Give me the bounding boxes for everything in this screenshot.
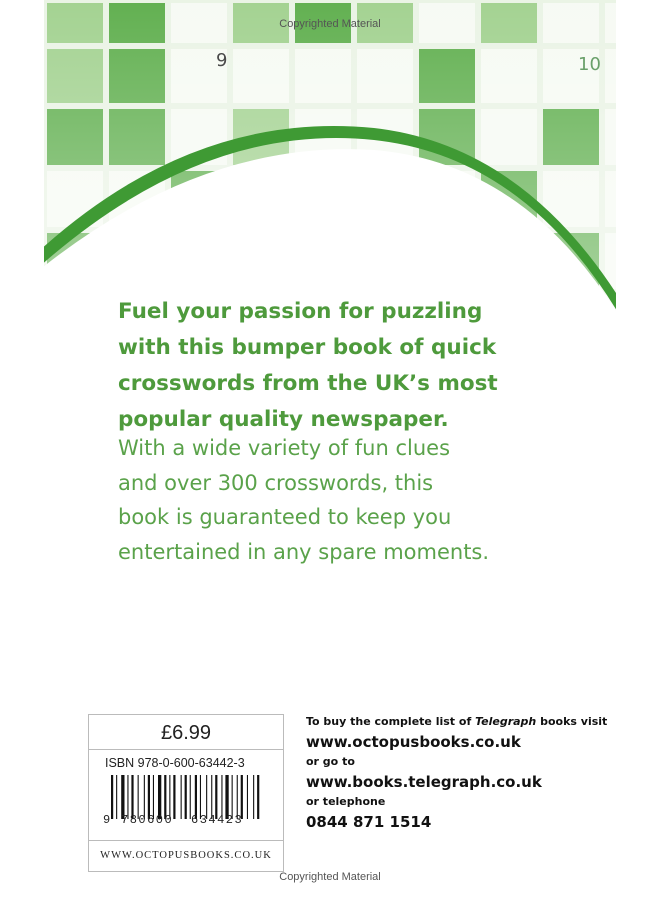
back-cover [44,0,616,904]
price-barcode-box [88,714,284,872]
or-go-to: or go to [306,755,355,768]
barcode-bar [181,775,182,819]
blurb [118,431,616,569]
blurb-line: book is guaranteed to keep you [118,505,452,529]
headline-line: crosswords from the UK’s most [118,371,498,396]
isbn: ISBN 978-0-600-63442-3 [105,756,245,770]
buy-intro-telegraph: Telegraph [475,715,537,728]
headline-line: Fuel your passion for puzzling [118,299,483,324]
phone-number: 0844 871 1514 [306,813,432,831]
grid-number-10: 10 [578,54,601,75]
blurb-line: entertained in any spare moments. [118,539,490,564]
blurb-line: and over 300 crosswords, this [118,470,434,495]
grid-number-9: 9 [216,50,228,71]
barcode-bar [111,775,113,819]
octopus-url[interactable]: www.octopusbooks.co.uk [306,733,521,751]
buy-intro-post: books visit [536,715,608,728]
barcode-bar [247,775,248,819]
price: £6.99 [89,715,283,750]
copyright-watermark-bottom: Copyrighted Material [279,871,381,883]
buy-intro-pre: To buy the complete list of [306,715,476,728]
barcode-digit-group-1: 780600 [121,813,174,827]
blurb-line: With a wide variety of fun clues [118,436,451,460]
copyright-watermark-top: Copyrighted Material [279,18,381,30]
publisher-website: WWW.OCTOPUSBOOKS.CO.UK [89,840,283,871]
headline [118,294,598,438]
or-telephone: or telephone [306,795,386,808]
buy-intro [306,714,616,730]
headline-line: popular quality newspaper. [118,407,449,432]
barcode-bar [185,775,187,819]
telegraph-url[interactable]: www.books.telegraph.co.uk [306,773,542,791]
barcode-digit-first: 9 [103,813,111,827]
barcode-bar [257,775,259,819]
buy-info [306,714,616,834]
barcode-digit-group-2: 634423 [191,813,244,827]
barcode-bar [173,775,175,819]
headline-line: with this bumper book of quick [118,335,497,360]
barcode-bar [116,775,117,819]
barcode-bar [253,775,254,819]
